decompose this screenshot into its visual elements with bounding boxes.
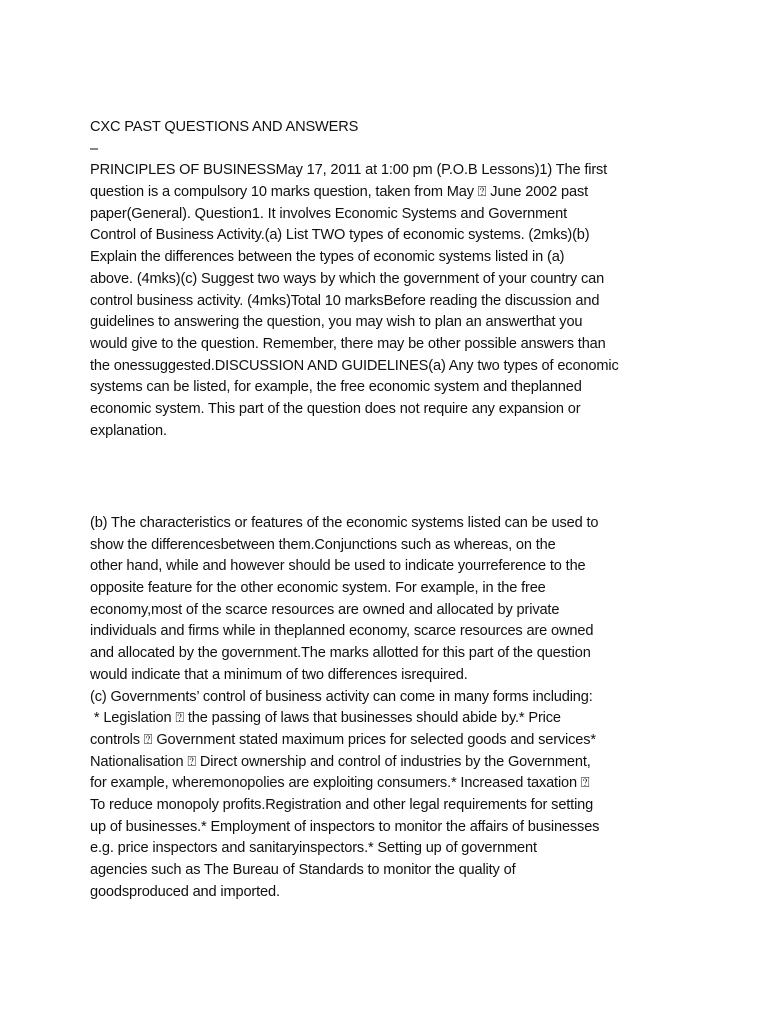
text-line: –	[90, 140, 98, 157]
text-line: control business activity. (4mks)Total 10 marksBefore reading the discussion and	[90, 292, 600, 309]
paragraph-block-1	[90, 117, 682, 442]
text-line: opposite feature for the other economic system. For example, in the free	[90, 580, 546, 597]
text-line: Control of Business Activity.(a) List TWO types of economic systems. (2mks)(b)	[90, 227, 590, 244]
text-line: show the differencesbetween them.Conjunctions such as whereas, on the	[90, 536, 556, 553]
text-line: systems can be listed, for example, the free economic system and theplanned	[90, 379, 582, 396]
text-line: paper(General). Question1. It involves Economic Systems and Government	[90, 205, 567, 222]
text-line: e.g. price inspectors and sanitaryinspectors.* Setting up of government	[90, 840, 537, 857]
text-line: (b) The characteristics or features of the economic systems listed can be used to	[90, 515, 599, 531]
text-line: controls ⍰ Government stated maximum prices for selected goods and services*	[90, 731, 596, 748]
text-line: agencies such as The Bureau of Standards to monitor the quality of	[90, 862, 516, 878]
text-line: up of businesses.* Employment of inspectors to monitor the affairs of businesses	[90, 818, 600, 835]
text-line: would give to the question. Remember, there may be other possible answers than	[90, 335, 606, 352]
text-line: PRINCIPLES OF BUSINESSMay 17, 2011 at 1:00 pm (P.O.B Lessons)1) The first	[90, 162, 608, 179]
text-line: Explain the differences between the types of economic systems listed in (a)	[90, 249, 565, 266]
text-line: goodsproduced and imported.	[90, 883, 280, 900]
paragraph-block-2	[90, 513, 682, 903]
text-line: To reduce monopoly profits.Registration and other legal requirements for setting	[90, 796, 594, 813]
text-line: (c) Governments’ control of business activity can come in many forms including:	[90, 688, 593, 705]
text-line: explanation.	[90, 422, 167, 439]
text-line: the onessuggested.DISCUSSION AND GUIDELINES(a) Any two types of economic	[90, 357, 619, 374]
text-line: would indicate that a minimum of two differences isrequired.	[90, 666, 468, 683]
text-line: * Legislation ⍰ the passing of laws that businesses should abide by.* Price	[90, 710, 561, 727]
text-line: economic system. This part of the question does not require any expansion or	[90, 400, 581, 417]
text-line: other hand, while and however should be used to indicate yourreference to the	[90, 558, 586, 575]
text-line: CXC PAST QUESTIONS AND ANSWERS	[90, 119, 359, 135]
text-line: above. (4mks)(c) Suggest two ways by which the government of your country can	[90, 270, 605, 287]
text-line: for example, wheremonopolies are exploiting consumers.* Increased taxation ⍰	[90, 775, 590, 792]
text-line: guidelines to answering the question, you may wish to plan an answerthat you	[90, 314, 583, 331]
text-line: Nationalisation ⍰ Direct ownership and control of industries by the Government,	[90, 753, 591, 770]
text-line: question is a compulsory 10 marks question, taken from May ⍰ June 2002 past	[90, 184, 589, 201]
text-line: economy,most of the scarce resources are owned and allocated by private	[90, 601, 560, 618]
text-line: and allocated by the government.The marks allotted for this part of the question	[90, 645, 591, 662]
text-line: individuals and firms while in theplanned economy, scarce resources are owned	[90, 623, 594, 640]
